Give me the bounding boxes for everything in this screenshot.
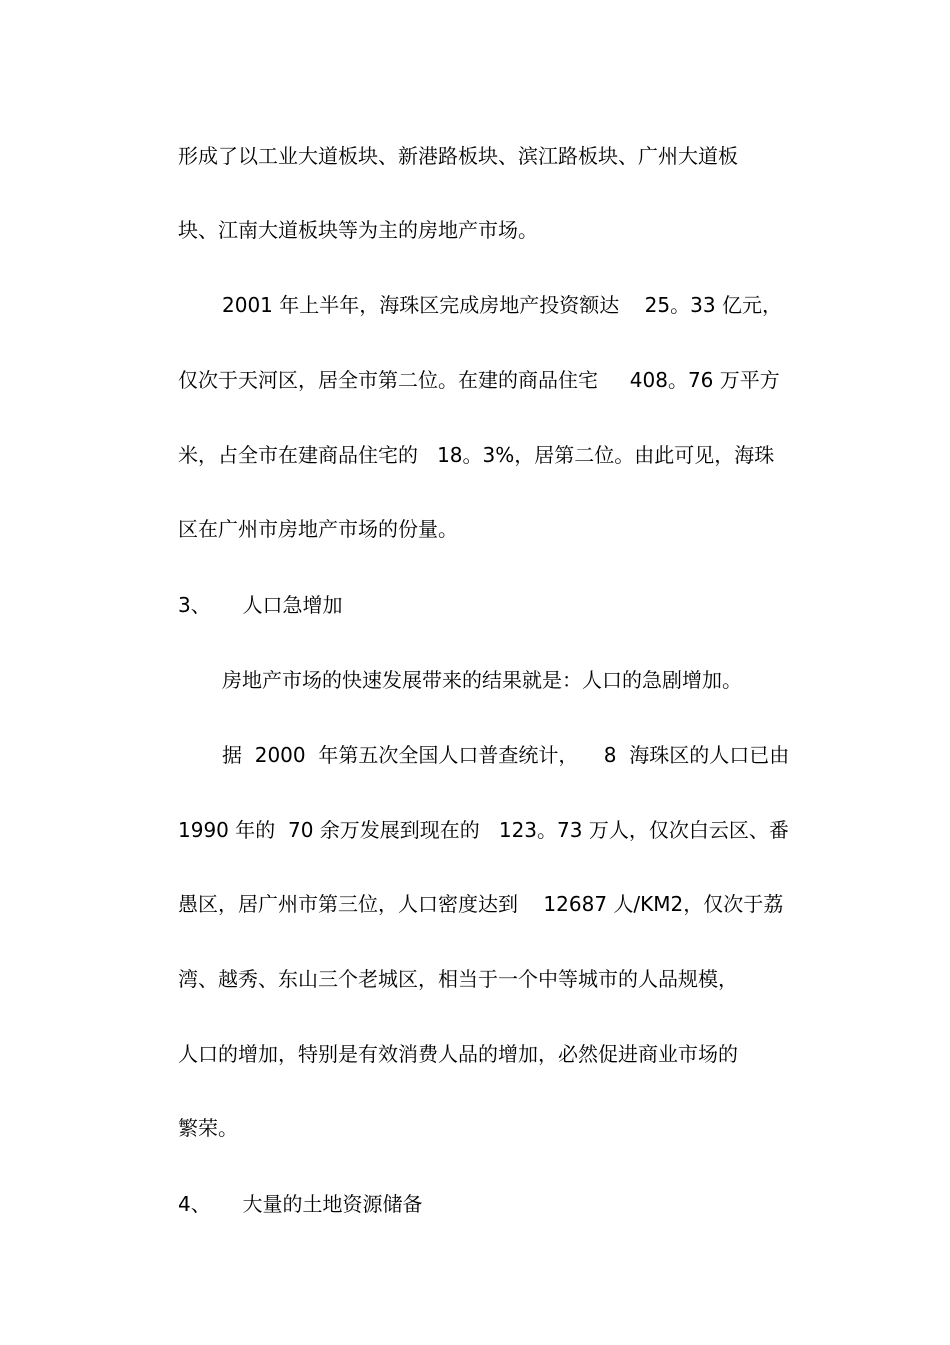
section-heading: 3、 人口急增加: [178, 593, 343, 617]
paragraph-line: 区在广州市房地产市场的份量。: [178, 517, 458, 541]
paragraph-line: 房地产市场的快速发展带来的结果就是：人口的急剧增加。: [222, 668, 742, 692]
paragraph-line: 2001 年上半年，海珠区完成房地产投资额达 25。33 亿元，: [222, 293, 782, 317]
paragraph-line: 繁荣。: [178, 1116, 238, 1140]
section-heading: 4、 大量的土地资源储备: [178, 1192, 423, 1216]
paragraph-line: 形成了以工业大道板块、新港路板块、滨江路板块、广州大道板: [178, 144, 738, 168]
paragraph-line: 米，占全市在建商品住宅的 18。3%，居第二位。由此可见，海珠: [178, 443, 775, 467]
paragraph-line: 愚区，居广州市第三位，人口密度达到 12687 人/KM2，仅次于荔: [178, 892, 784, 916]
paragraph-line: 块、江南大道板块等为主的房地产市场。: [178, 218, 538, 242]
paragraph-line: 据 2000 年第五次全国人口普查统计， 8 海珠区的人口已由: [222, 743, 790, 767]
paragraph-line: 湾、越秀、东山三个老城区，相当于一个中等城市的人品规模，: [178, 967, 738, 991]
paragraph-line: 1990 年的 70 余万发展到现在的 123。73 万人，仅次白云区、番: [178, 818, 789, 842]
paragraph-line: 仅次于天河区，居全市第二位。在建的商品住宅 408。76 万平方: [178, 368, 780, 392]
paragraph-line: 人口的增加，特别是有效消费人品的增加，必然促进商业市场的: [178, 1042, 738, 1066]
